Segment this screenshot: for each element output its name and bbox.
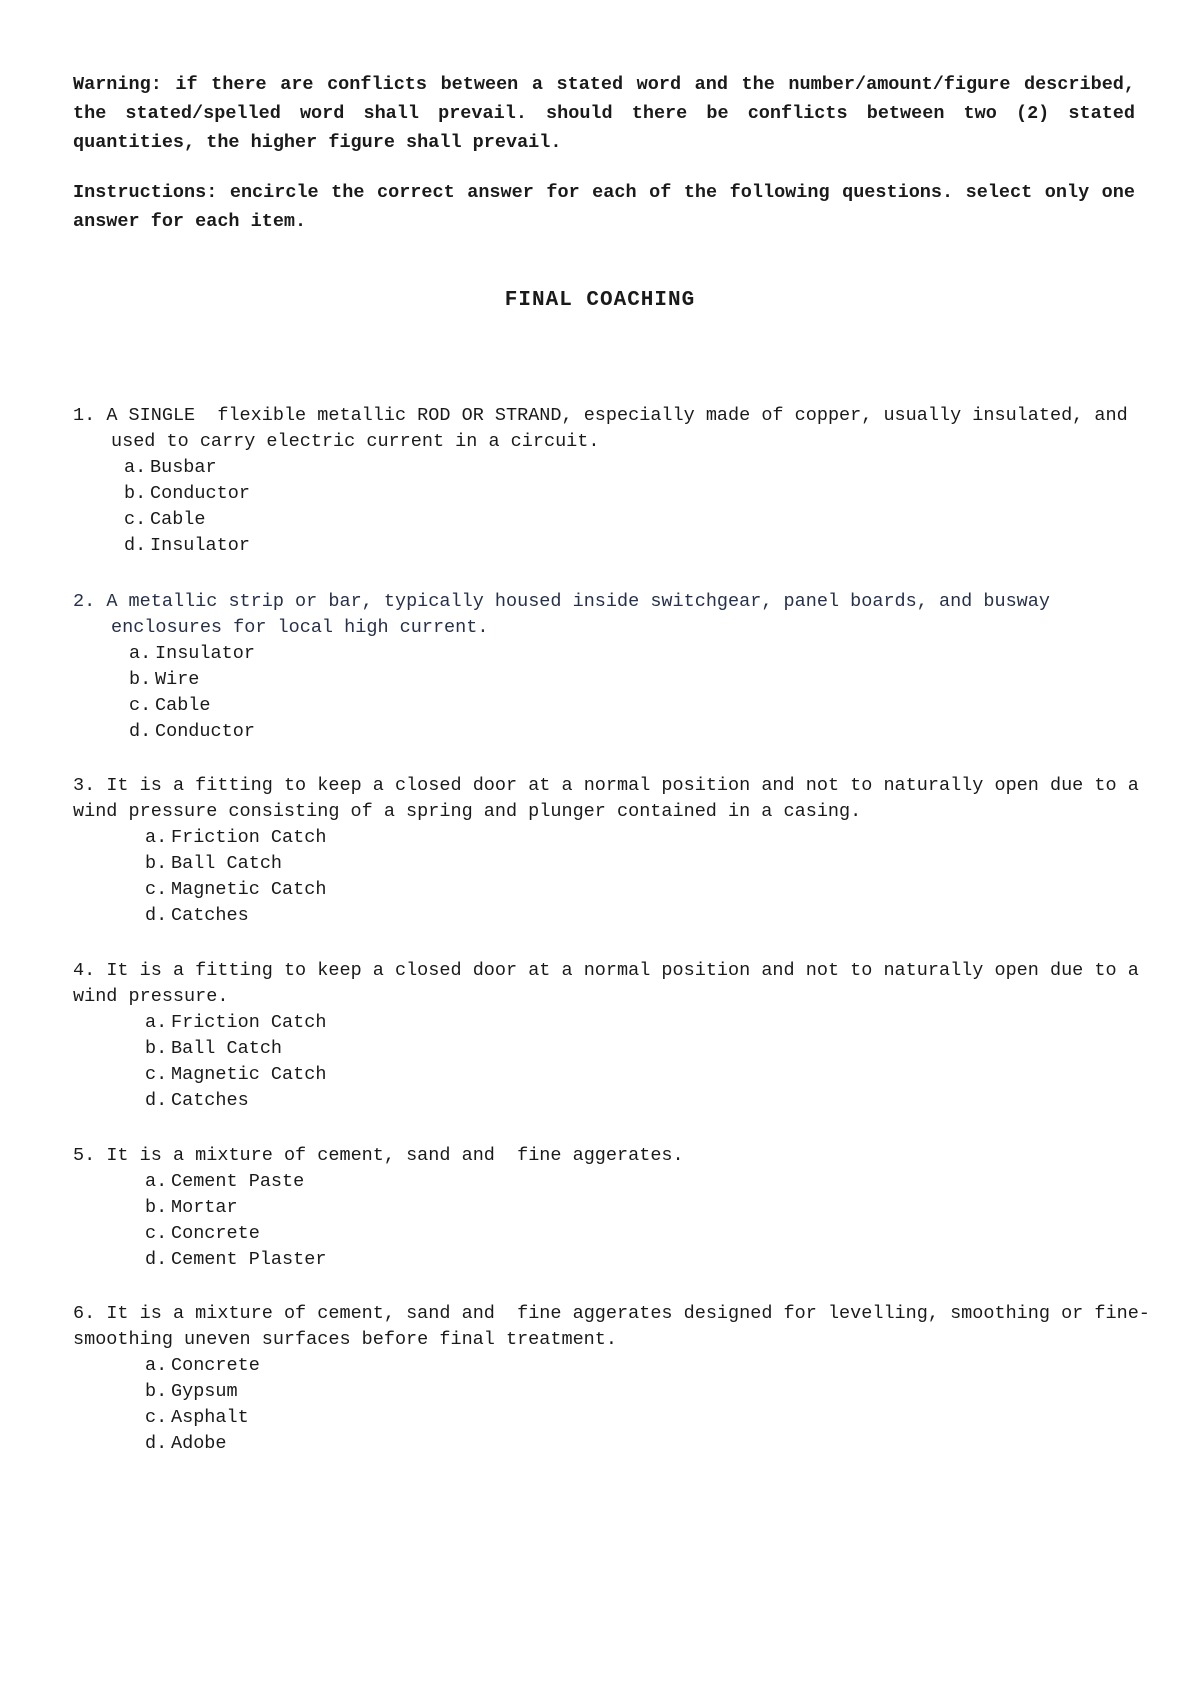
option-b[interactable] (145, 851, 1153, 877)
option-text: Ball Catch (171, 853, 283, 874)
option-d[interactable] (129, 719, 1153, 745)
option-letter: d. (145, 1433, 168, 1454)
option-text: Ball Catch (171, 1038, 283, 1059)
question-5-options (73, 1169, 1153, 1273)
question-text: It is a fitting to keep a closed door at a normal position and not to naturally open due to a wind pressure. (73, 960, 1150, 1007)
option-letter: c. (124, 509, 147, 530)
question-2 (73, 589, 1153, 745)
option-letter: b. (145, 1381, 168, 1402)
option-d[interactable] (145, 1247, 1153, 1273)
option-text: Conductor (150, 483, 250, 504)
option-text: Insulator (150, 535, 250, 556)
option-letter: b. (145, 1038, 168, 1059)
option-text: Magnetic Catch (171, 1064, 327, 1085)
option-letter: d. (145, 1249, 168, 1270)
option-text: Concrete (171, 1223, 260, 1244)
question-6-stem (73, 1301, 1153, 1353)
question-text: It is a mixture of cement, sand and fine aggerates. (106, 1145, 684, 1166)
option-letter: b. (145, 1197, 168, 1218)
option-letter: c. (145, 879, 168, 900)
option-c[interactable] (145, 877, 1153, 903)
option-text: Conductor (155, 721, 255, 742)
option-letter: b. (124, 483, 147, 504)
option-letter: b. (145, 853, 168, 874)
option-text: Friction Catch (171, 827, 327, 848)
option-a[interactable] (145, 1010, 1153, 1036)
option-letter: a. (145, 827, 168, 848)
option-b[interactable] (124, 481, 1153, 507)
question-number: 1. (73, 405, 96, 426)
question-5-stem (73, 1143, 1153, 1169)
question-1-stem (73, 403, 1153, 455)
option-letter: c. (145, 1064, 168, 1085)
option-text: Wire (155, 669, 200, 690)
option-c[interactable] (145, 1405, 1153, 1431)
option-text: Asphalt (171, 1407, 249, 1428)
question-3 (73, 773, 1153, 929)
option-letter: b. (129, 669, 152, 690)
question-3-stem (73, 773, 1153, 825)
option-letter: c. (129, 695, 152, 716)
option-letter: a. (124, 457, 147, 478)
option-b[interactable] (145, 1036, 1153, 1062)
option-letter: d. (145, 905, 168, 926)
option-a[interactable] (145, 1353, 1153, 1379)
question-text: A SINGLE flexible metallic ROD OR STRAND, especially made of copper, usually insulated, and used to carry electric current in a circuit. (106, 405, 1139, 452)
question-text: A metallic strip or bar, typically housed inside switchgear, panel boards, and busway enclosures for local high current. (106, 591, 1062, 638)
option-d[interactable] (124, 533, 1153, 559)
option-text: Catches (171, 905, 249, 926)
question-2-stem (73, 589, 1153, 641)
option-text: Busbar (150, 457, 217, 478)
option-letter: a. (129, 643, 152, 664)
option-text: Magnetic Catch (171, 879, 327, 900)
option-text: Adobe (171, 1433, 227, 1454)
option-a[interactable] (129, 641, 1153, 667)
question-1-options (73, 455, 1153, 559)
option-c[interactable] (129, 693, 1153, 719)
option-letter: d. (124, 535, 147, 556)
option-a[interactable] (145, 825, 1153, 851)
question-text: It is a mixture of cement, sand and fine aggerates designed for levelling, smoothing or fine-smoothing uneven surfaces before final treatment. (73, 1303, 1150, 1350)
option-text: Cable (150, 509, 206, 530)
option-b[interactable] (129, 667, 1153, 693)
question-5 (73, 1143, 1153, 1273)
page-title: FINAL COACHING (504, 289, 696, 312)
option-text: Cement Plaster (171, 1249, 327, 1270)
option-d[interactable] (145, 903, 1153, 929)
question-number: 5. (73, 1145, 96, 1166)
option-d[interactable] (145, 1431, 1153, 1457)
question-6 (73, 1301, 1153, 1457)
question-4-stem (73, 958, 1153, 1010)
question-4-options (73, 1010, 1153, 1114)
question-1 (73, 403, 1153, 559)
option-text: Catches (171, 1090, 249, 1111)
instructions-text: Instructions: encircle the correct answer for each of the following questions. select only one answer for each item. (73, 182, 1135, 232)
option-letter: a. (145, 1355, 168, 1376)
option-a[interactable] (124, 455, 1153, 481)
option-letter: c. (145, 1223, 168, 1244)
question-3-options (73, 825, 1153, 929)
question-6-options (73, 1353, 1153, 1457)
question-2-options (73, 641, 1153, 745)
option-letter: d. (145, 1090, 168, 1111)
option-text: Gypsum (171, 1381, 238, 1402)
warning-text: Warning: if there are conflicts between a stated word and the number/amount/figure described, the stated/spelled word shall prevail. should there be conflicts between two (2) stated quantities, the higher figure shall prevail. (73, 74, 1135, 153)
option-letter: d. (129, 721, 152, 742)
question-text: It is a fitting to keep a closed door at a normal position and not to naturally open due to a wind pressure consisting of a spring and plunger contained in a casing. (73, 775, 1150, 822)
option-text: Concrete (171, 1355, 260, 1376)
option-letter: c. (145, 1407, 168, 1428)
option-text: Friction Catch (171, 1012, 327, 1033)
option-a[interactable] (145, 1169, 1153, 1195)
option-d[interactable] (145, 1088, 1153, 1114)
question-number: 3. (73, 775, 96, 796)
option-letter: a. (145, 1171, 168, 1192)
question-4 (73, 958, 1153, 1114)
question-number: 4. (73, 960, 96, 981)
option-text: Cable (155, 695, 211, 716)
option-b[interactable] (145, 1379, 1153, 1405)
option-letter: a. (145, 1012, 168, 1033)
option-text: Insulator (155, 643, 255, 664)
option-text: Cement Paste (171, 1171, 305, 1192)
option-c[interactable] (145, 1221, 1153, 1247)
question-number: 2. (73, 591, 96, 612)
option-text: Mortar (171, 1197, 238, 1218)
question-number: 6. (73, 1303, 96, 1324)
option-c[interactable] (124, 507, 1153, 533)
option-b[interactable] (145, 1195, 1153, 1221)
option-c[interactable] (145, 1062, 1153, 1088)
